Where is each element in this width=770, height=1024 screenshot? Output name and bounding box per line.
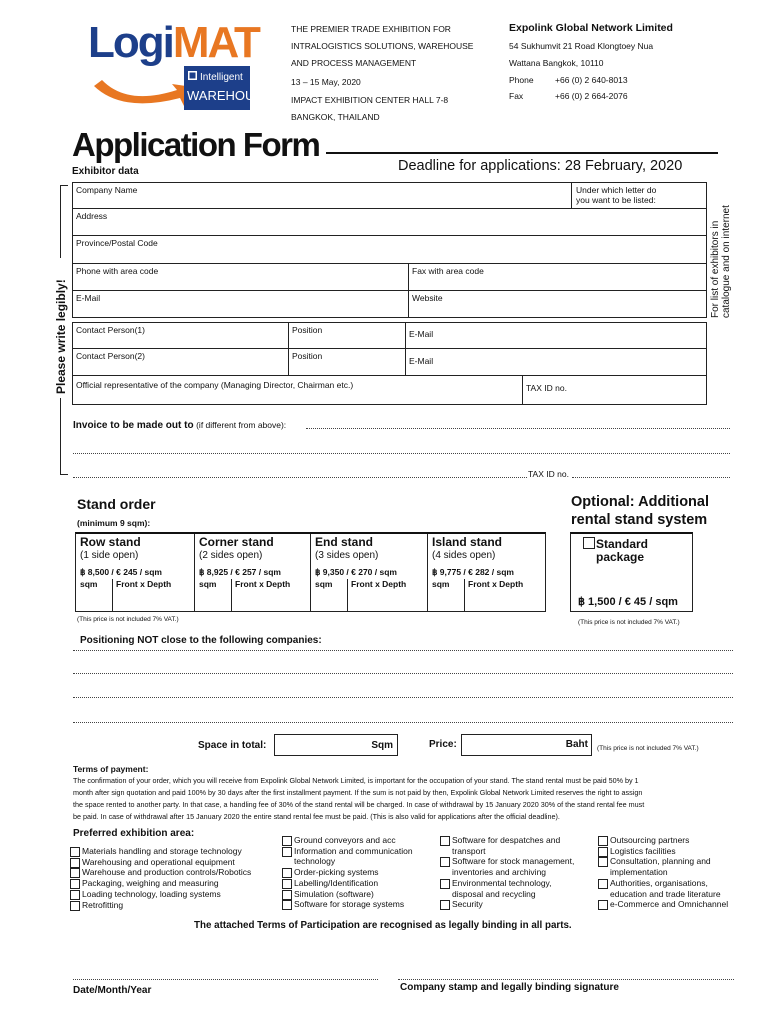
contact-person-2-field[interactable]	[72, 348, 289, 376]
areas-title: Preferred exhibition area:	[73, 828, 195, 839]
col4-label: education and trade literature	[610, 888, 721, 899]
col4-checkbox-2[interactable]	[598, 857, 608, 867]
invoice-line-3[interactable]	[73, 477, 527, 478]
col2-label: Information and communication	[294, 845, 413, 856]
col4-label: Consultation, planning and	[610, 856, 711, 867]
stand-minimum: (minimum 9 sqm):	[77, 518, 151, 528]
contact-person-1-field[interactable]	[72, 322, 289, 349]
official-representative-field[interactable]	[72, 375, 523, 405]
tax-id-field[interactable]	[522, 375, 707, 405]
stand-type-3	[430, 534, 545, 612]
payment-line-4: be paid. In case of withdrawal after 15 January 2020 the entire stand rental fee must be paid. (This is also valid for applications after the official deadline).	[73, 812, 560, 821]
stand-type-sides: (3 sides open)	[315, 550, 379, 561]
contact-email-2-label: E-Mail	[409, 356, 434, 366]
col3-checkbox-3[interactable]	[440, 900, 450, 910]
stand-type-0	[78, 534, 193, 612]
col1-checkbox-0[interactable]	[70, 847, 80, 857]
logo-tag-warehouse: WAREHOUSE	[187, 88, 272, 103]
logimat-logo	[72, 18, 272, 113]
tax-id-label: TAX ID no.	[526, 383, 567, 393]
province-field[interactable]	[72, 235, 707, 264]
stand-type-name: Row stand	[80, 535, 141, 549]
col4-label: e-Commerce and Omnichannel	[610, 899, 729, 910]
col3-label: transport	[452, 845, 486, 856]
space-total-label: Space in total:	[198, 740, 267, 751]
col1-label: Materials handling and storage technology	[82, 846, 242, 856]
col2-checkbox-5[interactable]	[282, 900, 292, 910]
logo-text-mat: MAT	[172, 18, 259, 67]
exhibition-venue: IMPACT EXHIBITION CENTER HALL 7-8	[291, 95, 449, 105]
col4-checkbox-4[interactable]	[598, 900, 608, 910]
positioning-label: Positioning NOT close to the following companies:	[80, 635, 322, 646]
date-label: Date/Month/Year	[73, 985, 152, 996]
page-title: Application Form	[72, 126, 320, 163]
col3-label: Security	[452, 899, 483, 910]
col2-checkbox-1[interactable]	[282, 847, 292, 857]
stand-type-1	[197, 534, 312, 612]
col3-checkbox-2[interactable]	[440, 879, 450, 889]
invoice-label	[73, 420, 286, 431]
fax-number: +66 (0) 2 664-2076	[555, 91, 628, 101]
address-field[interactable]	[72, 208, 707, 236]
listing-note-line-1: For list of exhibitors in	[710, 220, 721, 318]
col1-checkbox-3[interactable]	[70, 879, 80, 889]
col4-label: Authorities, organisations,	[610, 877, 708, 888]
col1-label: Warehousing and operational equipment	[82, 856, 235, 867]
col4-checkbox-0[interactable]	[598, 836, 608, 846]
col2-label: Order-picking systems	[294, 867, 379, 878]
contact-person-1-label: Contact Person(1)	[76, 325, 145, 335]
stand-type-name: Island stand	[432, 535, 503, 549]
invoice-label-text: Invoice to be made out to	[73, 420, 194, 431]
logo-text-logi: Logi	[88, 18, 173, 67]
stand-type-price: ฿ 8,925 / € 257 / sqm	[199, 567, 281, 577]
stand-front-depth-label: Front x Depth	[351, 579, 407, 589]
stand-type-name: Corner stand	[199, 535, 274, 549]
position-1-field[interactable]	[288, 322, 406, 349]
position-1-label: Position	[292, 325, 323, 335]
optional-title-2: rental stand system	[571, 512, 708, 528]
totals-vat-note: (This price is not included 7% VAT.)	[597, 745, 699, 752]
col1-checkbox-1[interactable]	[70, 858, 80, 868]
invoice-line-2[interactable]	[73, 453, 730, 454]
stand-dimensions-input[interactable]	[113, 578, 193, 612]
col3-label: Software for despatches and	[452, 835, 561, 845]
price-unit: Baht	[565, 739, 588, 750]
payment-text	[73, 775, 644, 823]
stand-sqm-label: sqm	[432, 579, 450, 589]
organizer-address-1: 54 Sukhumvit 21 Road Klongtoey Nua	[509, 41, 654, 51]
binding-statement: The attached Terms of Participation are recognised as legally binding in all parts.	[194, 920, 572, 931]
col1-label: Retrofitting	[82, 899, 124, 910]
optional-vat-note: (This price is not included 7% VAT.)	[578, 619, 680, 626]
col2-checkbox-0[interactable]	[282, 836, 292, 846]
stand-type-sides: (4 sides open)	[432, 550, 496, 561]
stand-divider	[194, 534, 195, 612]
date-line[interactable]	[73, 979, 378, 980]
invoice-tax-line[interactable]	[572, 477, 730, 478]
positioning-line-2[interactable]	[73, 673, 733, 674]
contact-person-2-label: Contact Person(2)	[76, 351, 145, 361]
col4-label: Outsourcing partners	[610, 835, 690, 845]
fax-field[interactable]	[408, 263, 707, 291]
col2-checkbox-4[interactable]	[282, 890, 292, 900]
contact-email-1-field[interactable]	[405, 322, 707, 349]
website-field[interactable]	[408, 290, 707, 318]
listing-letter-label-1: Under which letter do	[576, 185, 657, 195]
stand-type-price: ฿ 9,775 / € 282 / sqm	[432, 567, 514, 577]
invoice-line-1[interactable]	[306, 428, 730, 429]
positioning-line-4[interactable]	[73, 722, 733, 723]
stand-divider	[427, 534, 428, 612]
col3-checkbox-0[interactable]	[440, 836, 450, 846]
phone-number: +66 (0) 2 640-8013	[555, 75, 628, 85]
please-write-legibly: Please write legibly!	[54, 258, 68, 398]
section-exhibitor-data: Exhibitor data	[72, 166, 139, 177]
optional-title-1: Optional: Additional	[571, 494, 709, 510]
stand-dimensions-input[interactable]	[232, 578, 312, 612]
invoice-note: (if different from above):	[196, 420, 287, 430]
exhibition-line-1: THE PREMIER TRADE EXHIBITION FOR	[291, 24, 451, 34]
phone-field[interactable]	[72, 263, 409, 291]
exhibition-line-2: INTRALOGISTICS SOLUTIONS, WAREHOUSE	[291, 41, 474, 51]
position-2-field[interactable]	[288, 348, 406, 376]
stand-type-price: ฿ 8,500 / € 245 / sqm	[80, 567, 162, 577]
col4-checkbox-1[interactable]	[598, 847, 608, 857]
company-name-field[interactable]	[72, 182, 572, 209]
positioning-line-1[interactable]	[73, 650, 733, 651]
stand-type-price: ฿ 9,350 / € 270 / sqm	[315, 567, 397, 577]
position-2-label: Position	[292, 351, 323, 361]
email-field-label: E-Mail	[76, 293, 101, 303]
col1-checkbox-2[interactable]	[70, 868, 80, 878]
logo-tag-intelligent: Intelligent	[200, 72, 243, 83]
col3-label: inventories and archiving	[452, 867, 547, 878]
col2-label: Software for storage systems	[294, 899, 405, 910]
listing-note	[710, 178, 732, 318]
col4-checkbox-3[interactable]	[598, 879, 608, 889]
stand-sqm-input[interactable]	[430, 578, 464, 612]
official-representative-label: Official representative of the company (Managing Director, Chairman etc.)	[76, 380, 354, 390]
signature-label: Company stamp and legally binding signature	[400, 982, 619, 993]
stand-vat-note: (This price is not included 7% VAT.)	[77, 616, 179, 623]
col1-label: Loading technology, loading systems	[82, 888, 221, 899]
phone-field-label: Phone with area code	[76, 266, 159, 276]
space-total-input[interactable]	[274, 734, 398, 756]
col1-checkbox-5[interactable]	[70, 901, 80, 911]
stand-type-name: End stand	[315, 535, 374, 549]
col3-label: Environmental technology,	[452, 877, 552, 888]
standard-package-label-1: Standard	[596, 537, 649, 551]
col3-checkbox-1[interactable]	[440, 857, 450, 867]
col4-label: Logistics facilities	[610, 845, 676, 856]
organizer-address-2: Wattana Bangkok, 10110	[509, 58, 604, 68]
invoice-tax-label: TAX ID no.	[528, 469, 569, 479]
positioning-line-3[interactable]	[73, 697, 733, 698]
title-rule	[326, 152, 718, 154]
company-name-label: Company Name	[76, 185, 138, 195]
stand-type-sides: (2 sides open)	[199, 550, 263, 561]
col2-label: Labelling/Identification	[294, 877, 379, 888]
exhibition-dates: 13 – 15 May, 2020	[291, 77, 361, 87]
col2-checkbox-3[interactable]	[282, 879, 292, 889]
stand-sqm-label: sqm	[80, 579, 98, 589]
payment-line-1: The confirmation of your order, which you will receive from Expolink Global Network Limited, is important for the occupation of your stand. The stand rental must be paid 50% by 1	[73, 776, 639, 785]
stand-sqm-input[interactable]	[197, 578, 231, 612]
col1-checkbox-4[interactable]	[70, 890, 80, 900]
col1-label: Warehouse and production controls/Robotics	[82, 867, 252, 878]
price-label: Price:	[429, 739, 457, 750]
stand-dimensions-input[interactable]	[465, 578, 545, 612]
fax-field-label: Fax with area code	[412, 266, 484, 276]
col3-label: disposal and recycling	[452, 888, 536, 899]
standard-package-label-2: package	[596, 550, 645, 564]
col2-label: Ground conveyors and acc	[294, 835, 396, 845]
deadline-text: Deadline for applications: 28 February, 2020	[398, 158, 683, 174]
fax-label: Fax	[509, 91, 524, 101]
col4-label: implementation	[610, 867, 668, 878]
payment-title: Terms of payment:	[73, 764, 149, 774]
province-label: Province/Postal Code	[76, 238, 158, 248]
phone-label: Phone	[509, 75, 534, 85]
standard-package-checkbox[interactable]	[583, 537, 595, 549]
stand-front-depth-label: Front x Depth	[468, 579, 524, 589]
col2-checkbox-2[interactable]	[282, 868, 292, 878]
col3-label: Software for stock management,	[452, 856, 575, 867]
col2-label: technology	[294, 856, 336, 867]
stand-dimensions-input[interactable]	[348, 578, 428, 612]
website-field-label: Website	[412, 293, 443, 303]
stand-sqm-input[interactable]	[78, 578, 112, 612]
price-input[interactable]	[461, 734, 592, 756]
payment-line-3: the space rented to another party. In that case, a handling fee of 30% of the stand rental will be charged. In case of withdrawal by 15 January 2020 30% of the stand rental fee must	[73, 800, 645, 809]
email-field[interactable]	[72, 290, 409, 318]
col2-label: Simulation (software)	[294, 888, 374, 899]
stand-sqm-label: sqm	[199, 579, 217, 589]
signature-line[interactable]	[398, 979, 734, 980]
organizer-name: Expolink Global Network Limited	[509, 22, 673, 34]
address-label: Address	[76, 211, 108, 221]
exhibition-line-3: AND PROCESS MANAGEMENT	[291, 58, 417, 68]
stand-front-depth-label: Front x Depth	[235, 579, 291, 589]
contact-email-1-label: E-Mail	[409, 329, 434, 339]
stand-order-title: Stand order	[77, 496, 156, 512]
stand-sqm-label: sqm	[315, 579, 333, 589]
standard-package-price: ฿ 1,500 / € 45 / sqm	[578, 596, 678, 608]
stand-divider	[310, 534, 311, 612]
payment-line-2: month after sign quotation and paid 100% by 30 days after the first installment payment. If the sum is not paid by then, Expolink Global Network Limited reserves the right to assign	[73, 788, 643, 797]
stand-sqm-input[interactable]	[313, 578, 347, 612]
contact-email-2-field[interactable]	[405, 348, 707, 376]
exhibition-city: BANGKOK, THAILAND	[291, 112, 380, 122]
listing-letter-label-2: you want to be listed:	[576, 195, 656, 205]
space-total-unit: Sqm	[371, 740, 393, 751]
stand-type-2	[313, 534, 428, 612]
stand-type-sides: (1 side open)	[80, 550, 139, 561]
listing-note-line-2: catalogue and on internet	[721, 205, 732, 318]
col1-label: Packaging, weighing and measuring	[82, 878, 219, 889]
listing-letter-field[interactable]	[571, 182, 707, 209]
stand-front-depth-label: Front x Depth	[116, 579, 172, 589]
